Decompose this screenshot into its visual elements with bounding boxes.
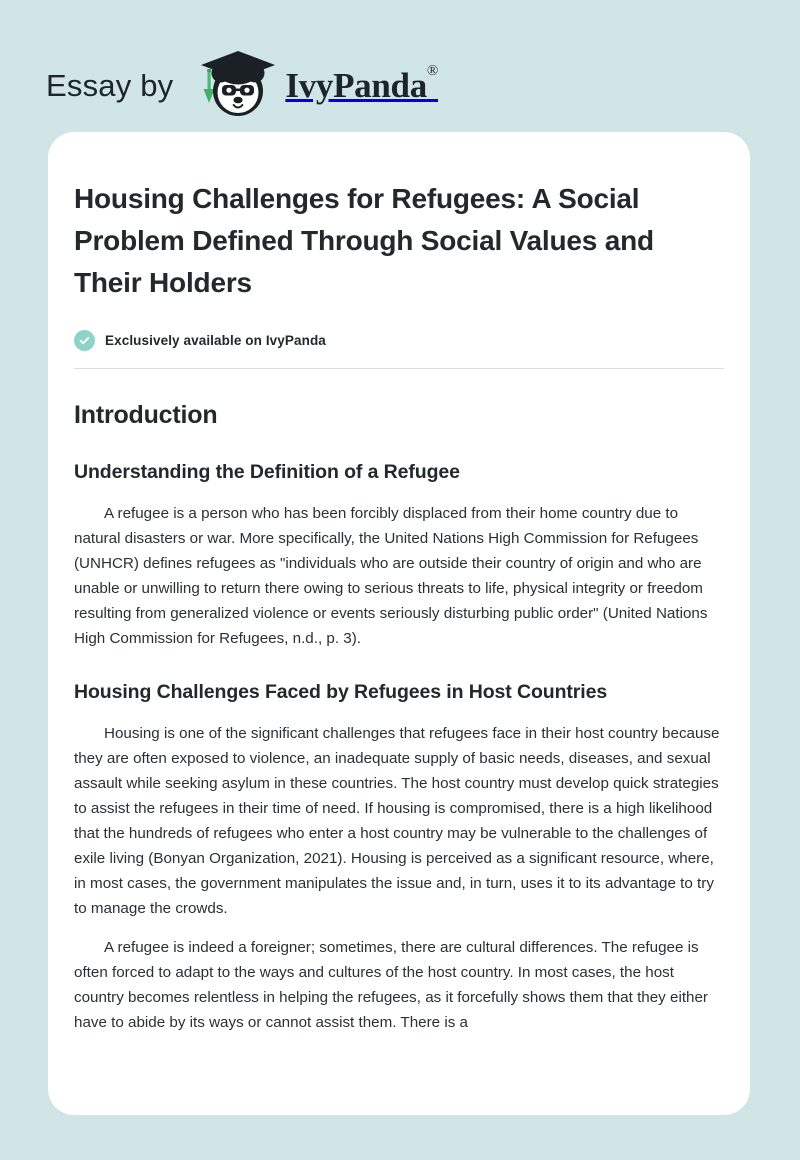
brand-wordmark — [285, 62, 439, 105]
registered-trademark-icon: ® — [426, 62, 439, 79]
essay-card — [48, 132, 750, 1115]
ivypanda-logo-link[interactable] — [189, 49, 438, 121]
brand-name-text: IvyPanda — [285, 65, 427, 105]
page-title: Housing Challenges for Refugees: A Social Problem Defined Through Social Values and Their Holders — [74, 183, 654, 298]
essay-by-label: Essay by — [46, 67, 174, 103]
check-circle-icon — [74, 330, 95, 351]
subsection-heading-housing-challenges: Housing Challenges Faced by Refugees in Host Countries — [74, 681, 608, 703]
paragraph-cultural-differences: A refugee is indeed a foreigner; sometimes, there are cultural differences. The refugee is often forced to adapt to the ways and cultures of the host country. In most cases, the host country becomes relentless in helping the refugees, as it forcefully shows them that they either have to abide by its ways or cannot assist them. There is a — [74, 939, 708, 1031]
exclusive-availability-label: Exclusively available on IvyPanda — [105, 333, 326, 348]
paragraph-housing-challenges: Housing is one of the significant challenges that refugees face in their host country because they are often exposed to violence, an inadequate supply of basic needs, diseases, and sexual assault while seeking asylum in these countries. The host country must develop quick strategies to assist the refugees in their time of need. If housing is compromised, there is a high likelihood that the hundreds of refugees who enter a host country may be vulnerable to the challenges of exile living (Bonyan Organization, 2021). Housing is perceived as a significant resource, where, in most cases, the government manipulates the issue and, in turn, uses it to its advantage to try to manage the crowds. — [74, 725, 720, 917]
page-header — [0, 0, 800, 132]
header-divider — [74, 368, 724, 369]
paragraph-refugee-definition: A refugee is a person who has been forcibly displaced from their home country due to natural disasters or war. More specifically, the United Nations High Commission for Refugees (UNHCR) defines refugees as "individuals who are outside their country of origin and who are unable or unwilling to return there owing to serious threats to life, physical integrity or freedom resulting from generalized violence or events seriously disturbing public order" (United Nations High Commission for Refugees, n.d., p. 3). — [74, 505, 708, 647]
essay-card-content — [48, 178, 750, 1035]
exclusive-availability-badge — [74, 330, 724, 351]
subsection-heading-refugee-definition: Understanding the Definition of a Refugee — [74, 461, 460, 483]
panda-graduation-cap-icon — [189, 49, 285, 121]
section-heading-introduction: Introduction — [74, 401, 218, 429]
